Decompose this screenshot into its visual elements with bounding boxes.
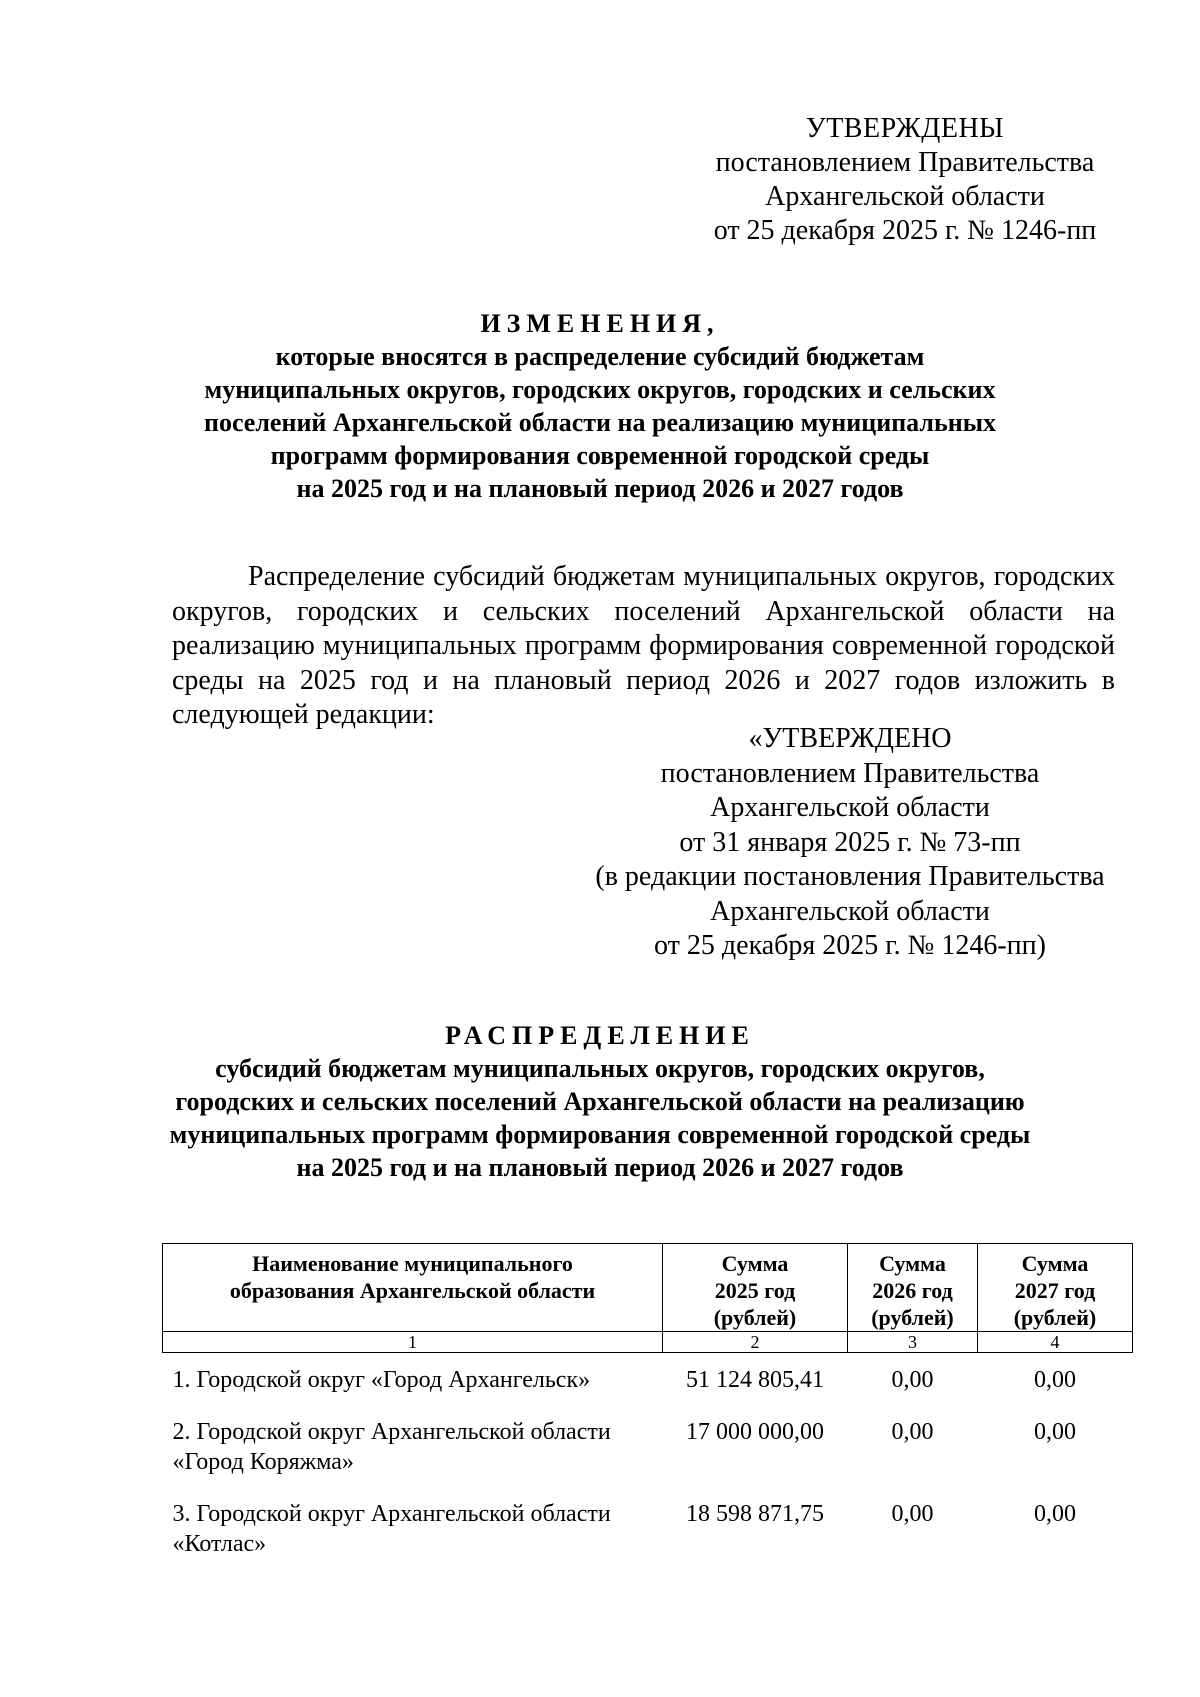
approval-quote-line: Архангельской области	[710, 895, 990, 927]
approval-header-line: постановлением Правительства	[715, 147, 1095, 178]
municipality-name	[163, 1353, 663, 1406]
approval-header-title: УТВЕРЖДЕНЫ	[805, 113, 1005, 144]
header-text: образования Архангельской области	[229, 1278, 596, 1303]
column-header-2026	[848, 1244, 978, 1332]
changes-heading	[150, 307, 1050, 505]
changes-heading-line: которые вносятся в распределение субсидий бюджетам	[275, 342, 925, 371]
header-text: 2027 год	[1014, 1278, 1096, 1303]
amount-2026: 0,00	[891, 1419, 934, 1445]
amount-2027: 0,00	[1034, 1419, 1076, 1445]
column-number-row	[163, 1332, 1133, 1353]
column-header-municipality	[163, 1244, 663, 1332]
municipality-name-line: 1. Городской округ «Город Архангельск»	[172, 1367, 591, 1393]
municipality-name-line: 2. Городской округ Архангельской области	[172, 1419, 611, 1445]
header-text: (рублей)	[1013, 1305, 1097, 1330]
changes-heading-line: на 2025 год и на плановый период 2026 и 2027 годов	[296, 474, 904, 503]
approval-quote-title: «УТВЕРЖДЕНО	[748, 723, 952, 754]
distribution-heading-line: городских и сельских поселений Архангельской области на реализацию	[175, 1087, 1025, 1116]
header-text: Наименование муниципального	[252, 1251, 573, 1276]
table-row	[163, 1353, 1133, 1406]
amount-2027: 0,00	[1034, 1367, 1076, 1393]
column-number: 3	[848, 1332, 978, 1353]
header-text: 2025 год	[714, 1278, 796, 1303]
column-header-2025	[663, 1244, 848, 1332]
amount-2025: 18 598 871,75	[686, 1501, 824, 1527]
changes-heading-title: ИЗМЕНЕНИЯ,	[480, 309, 720, 338]
municipality-name	[163, 1487, 663, 1569]
approval-header	[690, 112, 1120, 248]
table-header-row	[163, 1244, 1133, 1332]
header-text: Сумма	[1021, 1251, 1089, 1276]
approval-quote-line: постановлением Правительства	[660, 757, 1040, 789]
header-text: Сумма	[879, 1251, 946, 1276]
body-paragraph: Распределение субсидий бюджетам муниципальных округов, городских округов, городских и сельских поселений Архангельской области на реализацию муниципальных программ формирования современной городской среды на 2025 год и на плановый период 2026 и 2027 годов изложить в следующей редакции:	[172, 561, 1115, 730]
distribution-table	[162, 1243, 1133, 1569]
approval-quote-line: Архангельской области	[710, 792, 990, 823]
municipality-name-line: «Город Коряжма»	[172, 1449, 354, 1475]
header-text: (рублей)	[871, 1305, 954, 1330]
approval-quote-line: от 31 января 2025 г. № 73-пп	[679, 826, 1021, 858]
approval-header-line: от 25 декабря 2025 г. № 1246-пп	[713, 215, 1097, 246]
distribution-heading-line: субсидий бюджетам муниципальных округов, городских округов,	[215, 1054, 985, 1083]
distribution-heading	[150, 1019, 1050, 1184]
approval-quote-line: (в редакции постановления Правительства	[595, 861, 1105, 892]
column-number: 4	[978, 1332, 1133, 1353]
changes-heading-line: поселений Архангельской области на реализацию муниципальных	[203, 408, 997, 437]
distribution-heading-line: на 2025 год и на плановый период 2026 и 2027 годов	[296, 1153, 904, 1182]
distribution-heading-title: РАСПРЕДЕЛЕНИЕ	[445, 1021, 755, 1050]
changes-heading-line: муниципальных округов, городских округов, городских и сельских	[204, 375, 996, 404]
header-text: (рублей)	[713, 1305, 797, 1330]
amount-2026: 0,00	[891, 1501, 934, 1527]
column-number: 2	[663, 1332, 848, 1353]
changes-heading-line: программ формирования современной городской среды	[270, 441, 930, 470]
table-row	[163, 1405, 1133, 1487]
amount-2027: 0,00	[1034, 1501, 1076, 1527]
header-text: Сумма	[721, 1251, 789, 1276]
amount-2026: 0,00	[891, 1367, 934, 1393]
distribution-heading-line: муниципальных программ формирования современной городской среды	[169, 1120, 1031, 1149]
table-row	[163, 1487, 1133, 1569]
column-header-2027	[978, 1244, 1133, 1332]
approval-quote	[580, 722, 1120, 964]
header-text: 2026 год	[872, 1278, 953, 1303]
municipality-name-line: «Котлас»	[172, 1531, 267, 1557]
approval-header-line: Архангельской области	[765, 181, 1045, 212]
amount-2025: 51 124 805,41	[686, 1367, 824, 1393]
column-number: 1	[163, 1332, 663, 1353]
municipality-name-line: 3. Городской округ Архангельской области	[172, 1501, 611, 1527]
municipality-name	[163, 1405, 663, 1487]
approval-quote-line: от 25 декабря 2025 г. № 1246-пп)	[654, 930, 1046, 961]
amount-2025: 17 000 000,00	[686, 1419, 824, 1445]
